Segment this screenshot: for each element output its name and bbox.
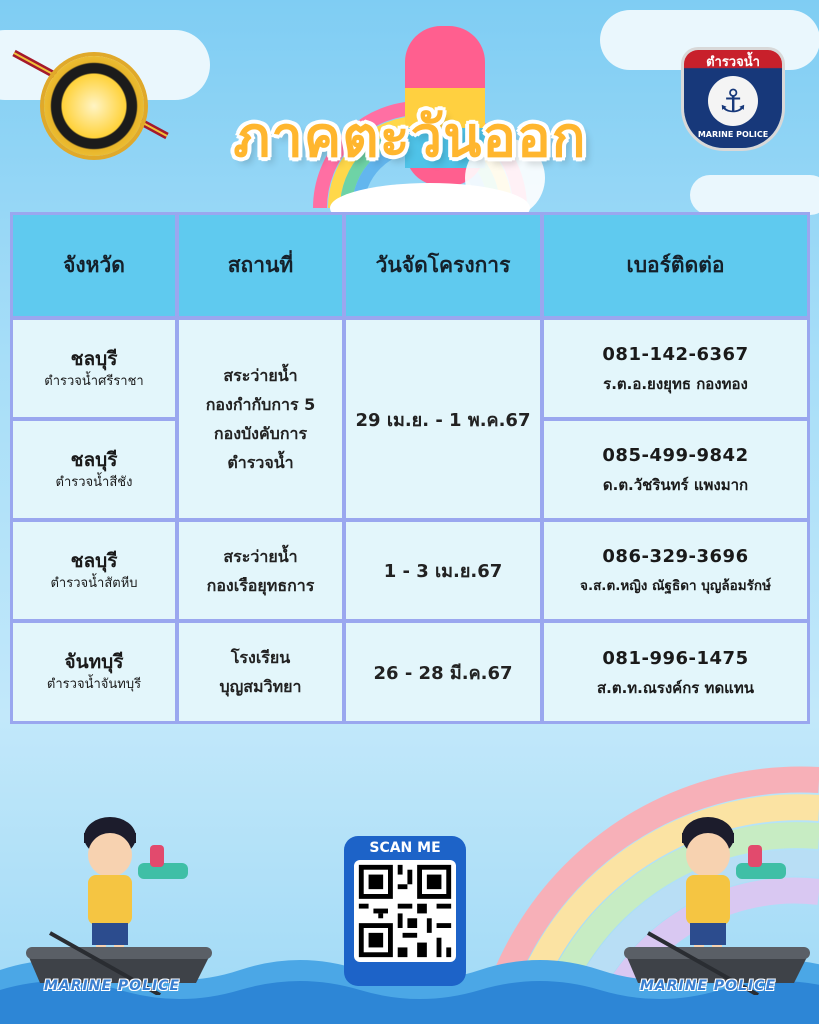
place-line: กองกำกับการ 5	[205, 395, 316, 414]
province-name: ชลบุรี	[70, 448, 118, 471]
anchor-icon: ⚓	[708, 76, 758, 126]
station-name: ตำรวจน้ำศรีราชา	[44, 373, 144, 389]
header-date: วันจัดโครงการ	[346, 215, 540, 316]
station-name: ตำรวจน้ำสัตหีบ	[50, 575, 138, 591]
qr-code-card[interactable]	[344, 836, 466, 986]
left-boat-label: MARINE POLICE	[44, 978, 181, 994]
page-title: ภาคตะวันออก	[233, 105, 587, 170]
contact-name: ส.ต.ท.ณรงค์กร ทดแทน	[596, 678, 754, 697]
date-text: 1 - 3 เม.ย.67	[383, 561, 503, 582]
right-boat-label: MARINE POLICE	[640, 978, 777, 994]
province-name: จันทบุรี	[64, 651, 124, 673]
table-row-3-province	[13, 522, 175, 619]
qr-code-icon	[354, 860, 456, 962]
table-row-3-place	[179, 522, 342, 619]
table-row-4-province	[13, 623, 175, 721]
header-contact: เบอร์ติดต่อ	[544, 215, 807, 316]
marine-police-badge	[684, 50, 782, 148]
table-row-3-contact	[544, 522, 807, 619]
place-line: สระว่ายน้ำ	[223, 546, 298, 566]
date-merged-rows-1-2	[346, 320, 540, 518]
marine-police-badge-subtitle: MARINE POLICE	[697, 130, 769, 139]
phone-number: 081-996-1475	[602, 647, 749, 669]
place-line: บุญสมวิทยา	[219, 677, 302, 696]
table-row-4-place	[179, 623, 342, 721]
table-row-4-date	[346, 623, 540, 721]
station-name: ตำรวจน้ำจันทบุรี	[46, 677, 142, 692]
contact-name: จ.ส.ต.หญิง ณัฐธิดา บุญล้อมรักษ์	[580, 578, 771, 594]
phone-number: 081-142-6367	[602, 344, 749, 365]
contact-name: ด.ต.วัชรินทร์ แพงมาก	[602, 476, 749, 494]
schedule-table	[10, 212, 810, 724]
cloud-decoration	[690, 175, 819, 215]
table-row-4-contact	[544, 623, 807, 721]
date-text: 26 - 28 มี.ค.67	[373, 662, 513, 684]
date-text: 29 เม.ย. - 1 พ.ค.67	[355, 409, 531, 431]
table-row-1-province	[13, 320, 175, 417]
station-name: ตำรวจน้ำสีชัง	[55, 474, 133, 490]
table-row-1-contact	[544, 320, 807, 417]
place-merged-rows-1-2	[179, 320, 342, 518]
table-row-2-contact	[544, 421, 807, 518]
place-line: โรงเรียน	[230, 648, 291, 667]
phone-number: 085-499-9842	[602, 445, 749, 466]
central-investigation-emblem	[44, 56, 144, 156]
table-row-2-province	[13, 421, 175, 518]
table-row-3-date	[346, 522, 540, 619]
right-police-boy-illustration	[618, 805, 818, 995]
province-name: ชลบุรี	[70, 347, 118, 370]
place-line: ตำรวจน้ำ	[227, 453, 294, 472]
scan-me-label: SCAN ME	[369, 840, 441, 856]
province-name: ชลบุรี	[70, 549, 118, 572]
place-line: กองเรือยุทธการ	[206, 575, 315, 595]
header-place: สถานที่	[179, 215, 342, 316]
contact-name: ร.ต.อ.ยงยุทธ กองทอง	[603, 375, 748, 393]
qr-code[interactable]	[354, 860, 456, 962]
left-police-boy-illustration	[20, 805, 220, 995]
place-line: สระว่ายน้ำ	[223, 366, 298, 385]
marine-police-badge-title: ตำรวจน้ำ	[706, 55, 760, 70]
phone-number: 086-329-3696	[602, 546, 749, 567]
header-province: จังหวัด	[13, 215, 175, 316]
place-line: กองบังคับการ	[213, 424, 308, 443]
